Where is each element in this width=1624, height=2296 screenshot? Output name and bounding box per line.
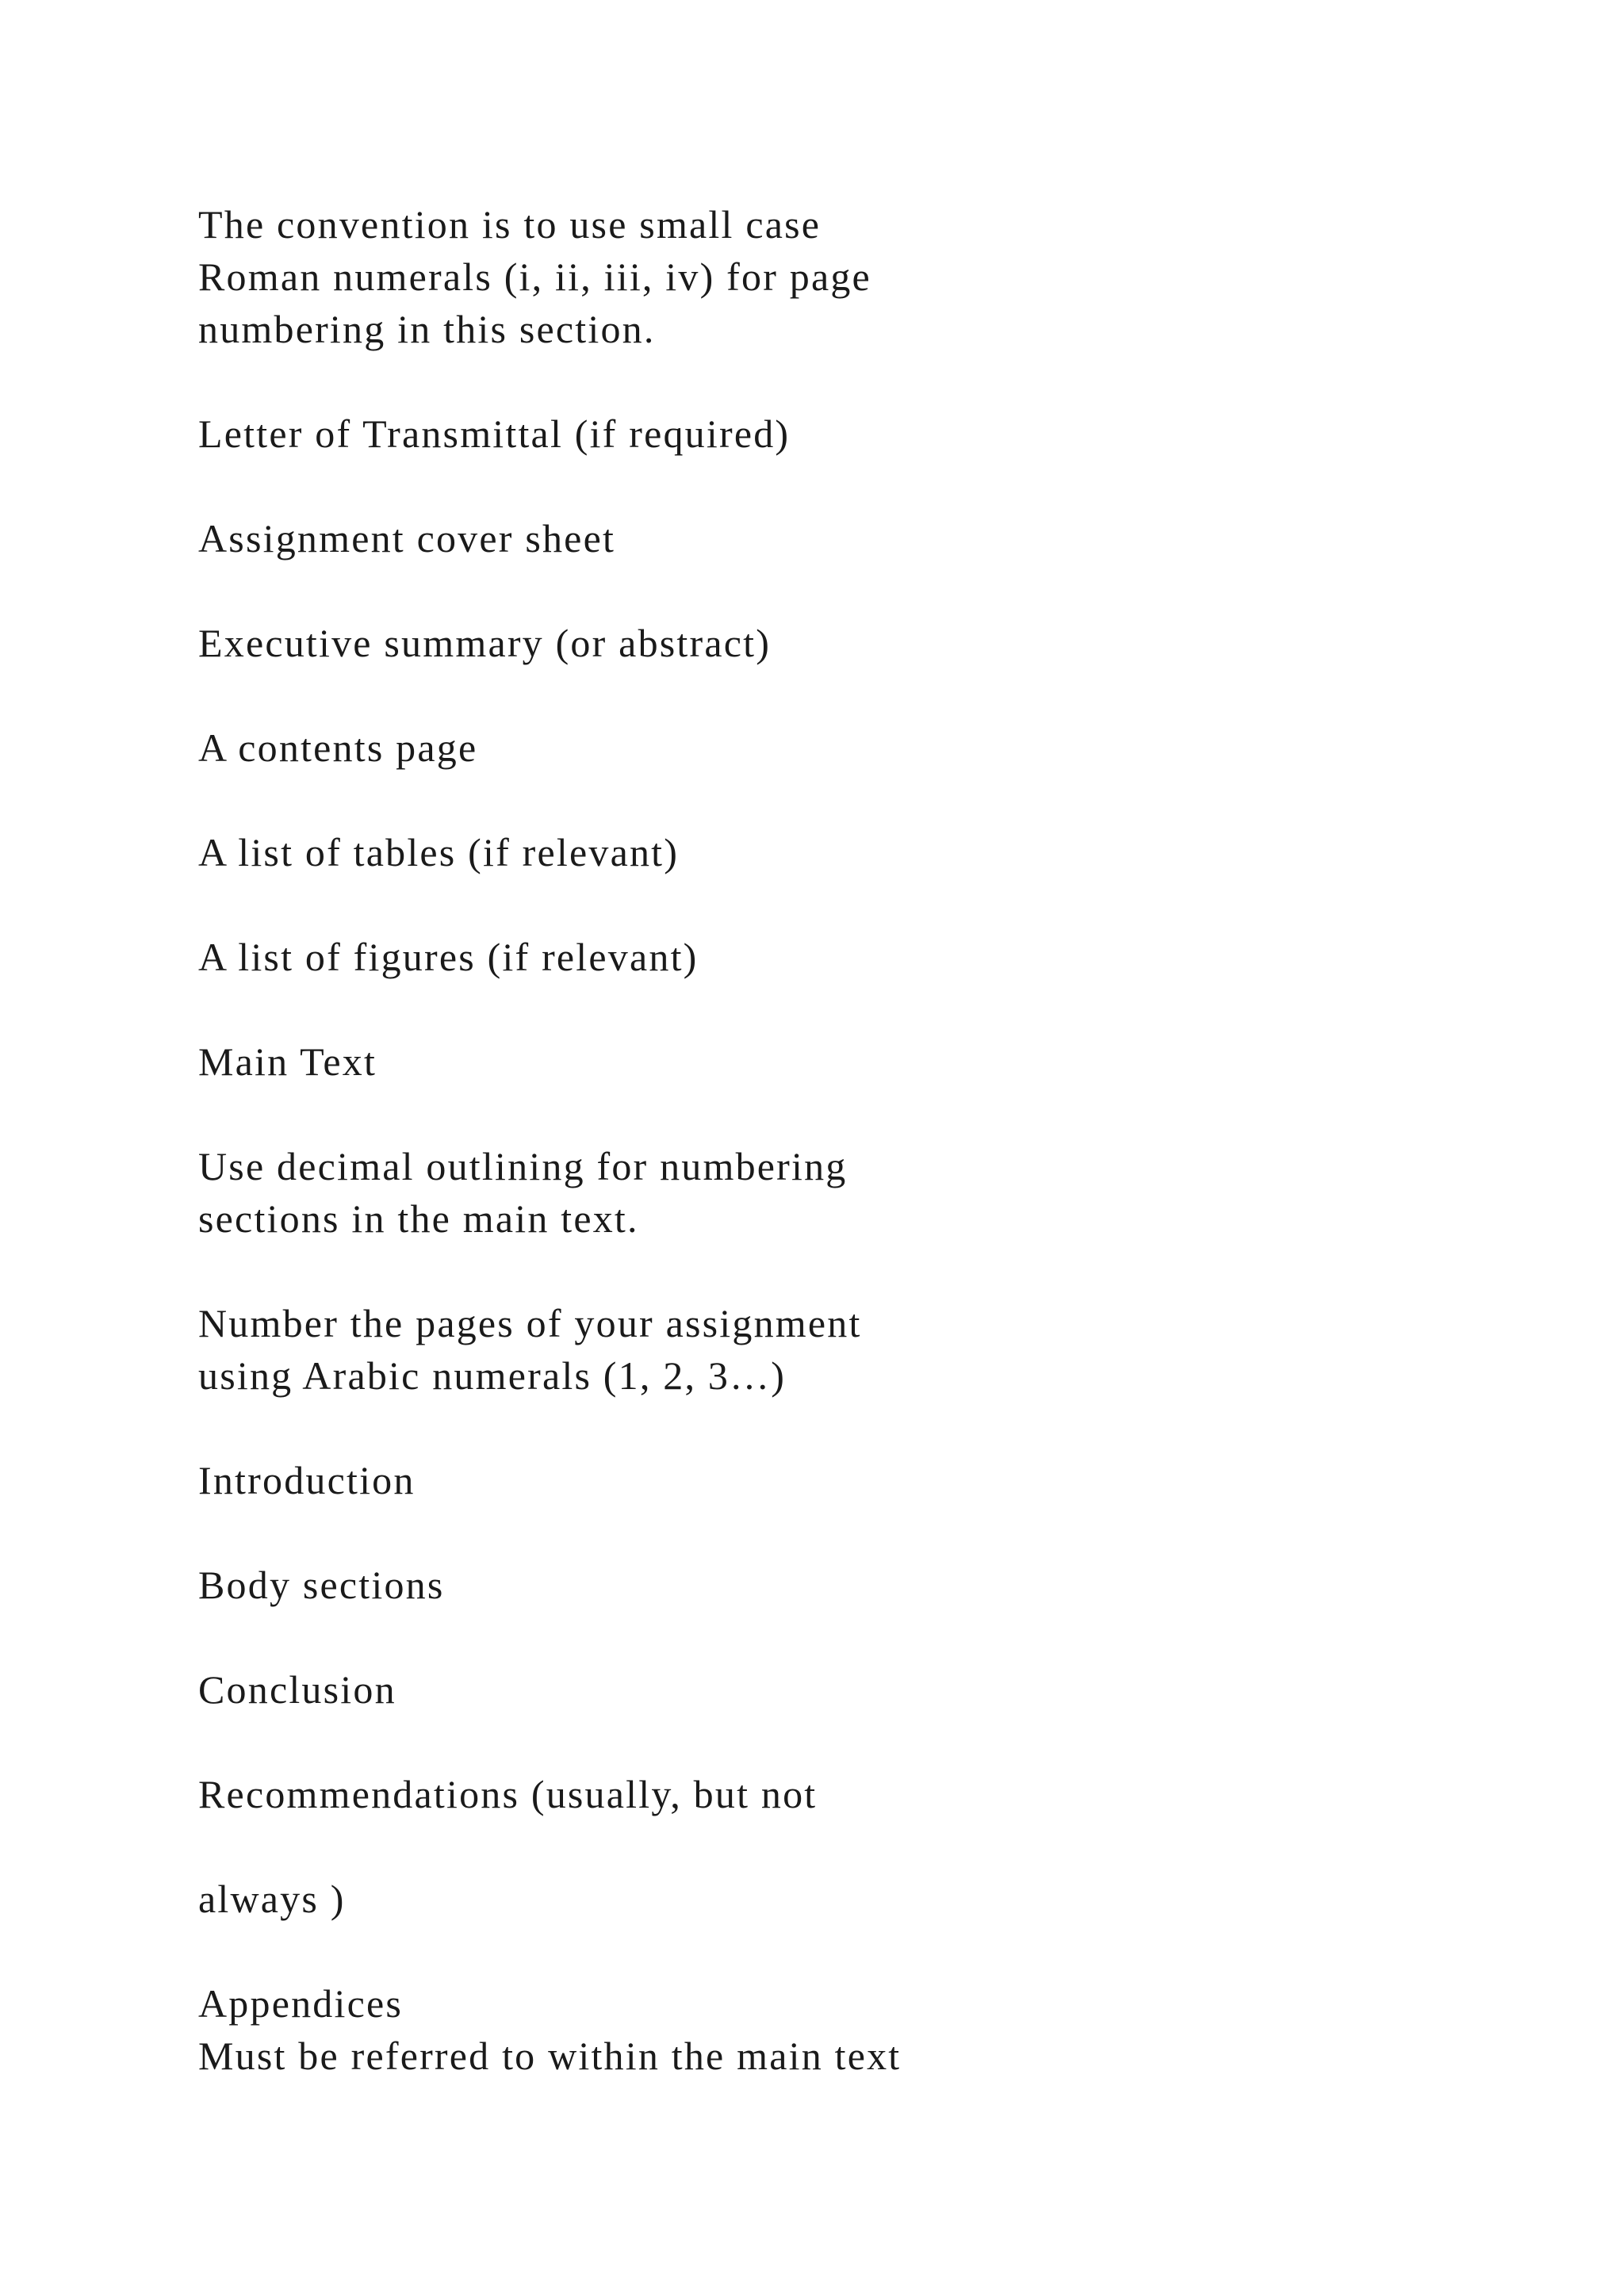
text-line: Use decimal outlining for numbering: [198, 1144, 848, 1188]
text-line: A list of figures (if relevant): [198, 935, 699, 979]
paragraph-decimal-outlining: [198, 1140, 1388, 1245]
list-item-body-sections: [198, 1559, 1388, 1611]
text-line: Recommendations (usually, but not: [198, 1772, 818, 1816]
text-line: Letter of Transmittal (if required): [198, 411, 791, 456]
text-line: Executive summary (or abstract): [198, 621, 772, 665]
text-line: A contents page: [198, 725, 478, 770]
text-line: Conclusion: [198, 1667, 396, 1712]
list-item-letter-of-transmittal: [198, 408, 1388, 460]
text-line: A list of tables (if relevant): [198, 830, 680, 874]
text-line: Assignment cover sheet: [198, 516, 616, 561]
list-item-recommendations: [198, 1768, 1388, 1820]
text-line: using Arabic numerals (1, 2, 3…): [198, 1353, 787, 1398]
text-line: Body sections: [198, 1563, 445, 1607]
text-line: Appendices: [198, 1981, 404, 2026]
heading-main-text: [198, 1035, 1388, 1088]
text-line: The convention is to use small case: [198, 202, 822, 247]
list-item-executive-summary: [198, 617, 1388, 669]
list-item-contents-page: [198, 721, 1388, 774]
list-item-conclusion: [198, 1663, 1388, 1716]
list-item-recommendations-continued: [198, 1873, 1388, 1925]
paragraph-roman-numerals-note: [198, 198, 1388, 355]
document-body: [198, 198, 1388, 2082]
text-line: Roman numerals (i, ii, iii, iv) for page: [198, 254, 871, 299]
text-line: Main Text: [198, 1039, 377, 1084]
list-item-appendices: [198, 1977, 1388, 2082]
list-item-list-of-figures: [198, 931, 1388, 983]
text-line: always ): [198, 1877, 346, 1921]
list-item-list-of-tables: [198, 826, 1388, 878]
list-item-introduction: [198, 1454, 1388, 1506]
text-line: numbering in this section.: [198, 307, 656, 351]
text-line: Must be referred to within the main text: [198, 2034, 902, 2078]
text-line: sections in the main text.: [198, 1196, 639, 1241]
text-line: Number the pages of your assignment: [198, 1301, 862, 1345]
list-item-assignment-cover-sheet: [198, 512, 1388, 564]
paragraph-arabic-numerals: [198, 1297, 1388, 1402]
text-line: Introduction: [198, 1458, 416, 1502]
